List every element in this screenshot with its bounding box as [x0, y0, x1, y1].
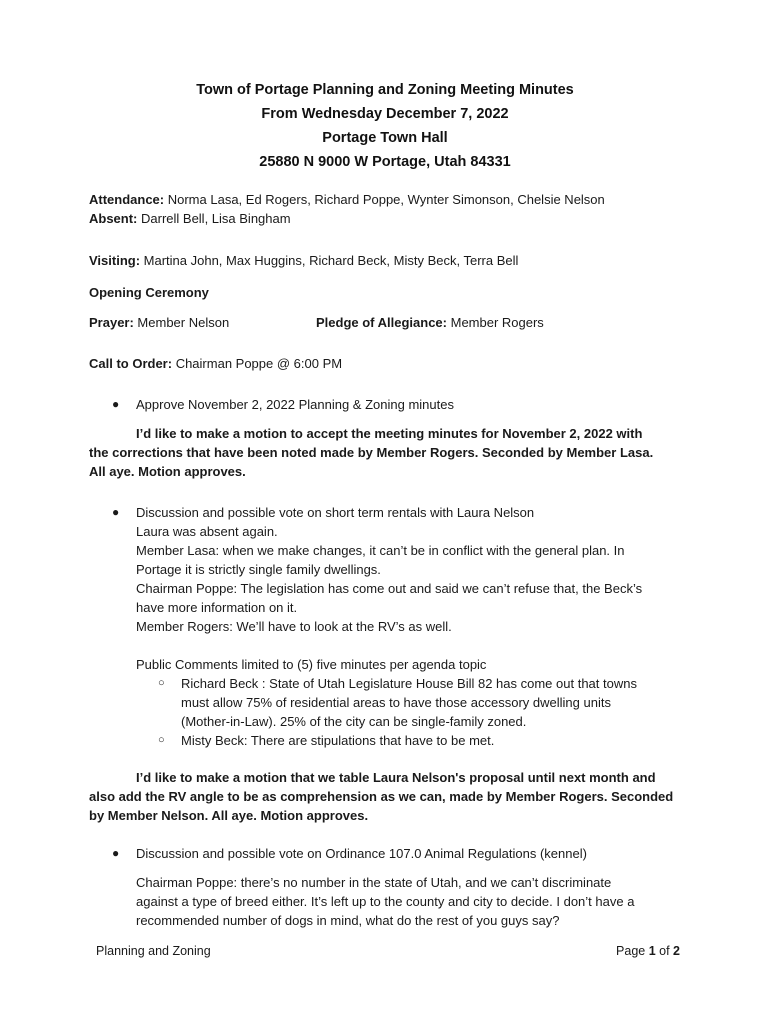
circle-bullet-icon: ○	[158, 734, 165, 746]
prayer-label: Prayer:	[89, 315, 134, 330]
circle-bullet-icon: ○	[158, 677, 165, 689]
page-total: 2	[673, 944, 680, 958]
visiting-line	[89, 251, 518, 270]
call-to-order-line	[89, 354, 342, 373]
pledge-label: Pledge of Allegiance:	[316, 315, 447, 330]
discussion-line: Member Lasa: when we make changes, it can’t be in conflict with the general plan. In	[136, 543, 625, 558]
attendance-value: Norma Lasa, Ed Rogers, Richard Poppe, Wynter Simonson, Chelsie Nelson	[164, 192, 605, 207]
comment-text	[181, 674, 637, 731]
attendance-label: Attendance:	[89, 192, 165, 207]
call-to-order-value: Chairman Poppe @ 6:00 PM	[172, 356, 343, 371]
visiting-value: Martina John, Max Huggins, Richard Beck, Misty Beck, Terra Bell	[140, 253, 519, 268]
pledge-line	[316, 313, 544, 332]
discussion-line: Member Rogers: We’ll have to look at the RV’s as well.	[136, 619, 452, 634]
title-date: From Wednesday December 7, 2022	[261, 106, 509, 122]
motion-line: I’d like to make a motion that we table Laura Nelson's proposal until next month and	[136, 770, 656, 785]
footer-page-number	[616, 942, 680, 961]
discussion-line: Chairman Poppe: The legislation has come out and said we can’t refuse that, the Beck’s	[136, 581, 643, 596]
motion-line: All aye. Motion approves.	[89, 464, 246, 479]
prayer-value: Member Nelson	[133, 315, 230, 330]
discussion-line: recommended number of dogs in mind, what do the rest of you guys say?	[136, 913, 560, 928]
title-address: 25880 N 9000 W Portage, Utah 84331	[259, 154, 511, 170]
agenda-item-text: Approve November 2, 2022 Planning & Zoning minutes	[136, 397, 454, 412]
public-comments-heading: Public Comments limited to (5) five minutes per agenda topic	[136, 657, 487, 672]
comment-line: Richard Beck : State of Utah Legislature House Bill 82 has come out that towns	[181, 676, 637, 691]
bullet-icon: ●	[112, 846, 120, 860]
comment-text: Misty Beck: There are stipulations that have to be met.	[181, 733, 495, 748]
discussion-animal-regulations	[136, 873, 696, 930]
motion-line: also add the RV angle to be as comprehension as we can, made by Member Rogers. Seconded	[89, 789, 674, 804]
comment-line: (Mother-in-Law). 25% of the city can be single-family zoned.	[181, 714, 527, 729]
title-location: Portage Town Hall	[322, 130, 448, 146]
motion-minutes	[89, 424, 689, 481]
motion-line: I’d like to make a motion to accept the meeting minutes for November 2, 2022 with	[136, 426, 643, 441]
motion-line: the corrections that have been noted made by Member Rogers. Seconded by Member Lasa.	[89, 445, 654, 460]
bullet-icon: ●	[112, 505, 120, 519]
footer-section-name: Planning and Zoning	[96, 944, 211, 958]
agenda-item-text: Discussion and possible vote on Ordinance 107.0 Animal Regulations (kennel)	[136, 846, 587, 861]
title-line: Town of Portage Planning and Zoning Meeting Minutes	[196, 82, 574, 98]
pledge-value: Member Rogers	[447, 315, 544, 330]
discussion-short-term-rentals	[136, 522, 696, 636]
absent-label: Absent:	[89, 211, 138, 226]
prayer-line	[89, 313, 229, 332]
discussion-line: Portage it is strictly single family dwellings.	[136, 562, 381, 577]
call-to-order-label: Call to Order:	[89, 356, 173, 371]
bullet-icon: ●	[112, 397, 120, 411]
agenda-item-text: Discussion and possible vote on short term rentals with Laura Nelson	[136, 505, 535, 520]
absent-value: Darrell Bell, Lisa Bingham	[137, 211, 291, 226]
discussion-line: Laura was absent again.	[136, 524, 278, 539]
absent-line	[89, 209, 291, 228]
visiting-label: Visiting:	[89, 253, 141, 268]
page-current: 1	[648, 944, 656, 958]
motion-short-term-rentals	[89, 768, 689, 825]
page-prefix: Page	[616, 944, 649, 958]
comment-line: must allow 75% of residential areas to have those accessory dwelling units	[181, 695, 611, 710]
motion-line: by Member Nelson. All aye. Motion approves.	[89, 808, 369, 823]
opening-ceremony-heading: Opening Ceremony	[89, 285, 209, 300]
discussion-line: Chairman Poppe: there’s no number in the state of Utah, and we can’t discriminate	[136, 875, 612, 890]
discussion-line: have more information on it.	[136, 600, 298, 615]
document-title	[0, 78, 770, 174]
discussion-line: against a type of breed either. It’s left up to the county and city to decide. I don’t have a	[136, 894, 635, 909]
attendance-line	[89, 190, 605, 209]
page-of: of	[655, 944, 674, 958]
